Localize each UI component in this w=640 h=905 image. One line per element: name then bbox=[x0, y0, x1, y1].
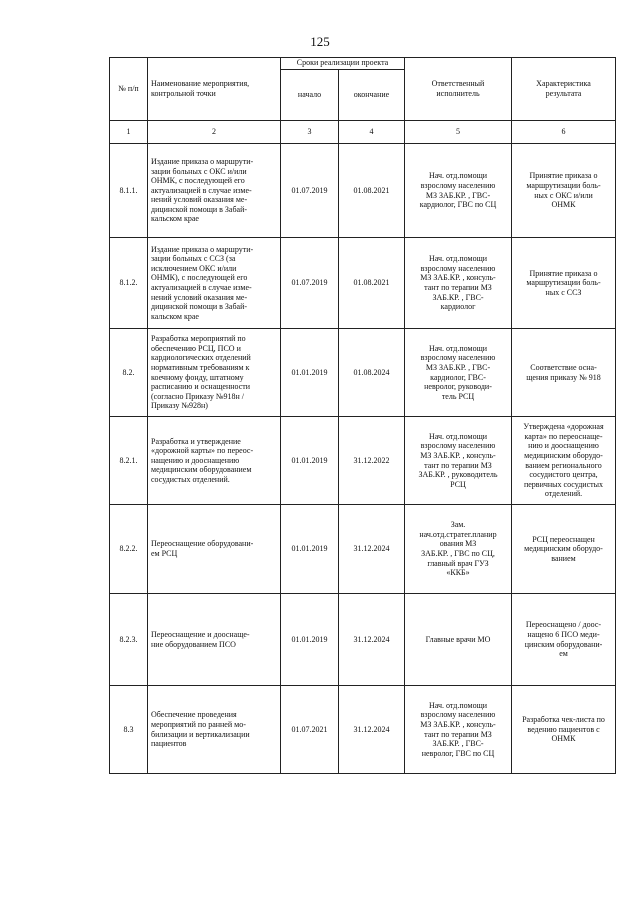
header-period: Сроки реализации проекта bbox=[281, 58, 405, 70]
row-start: 01.01.2019 bbox=[281, 594, 339, 686]
row-start: 01.01.2019 bbox=[281, 329, 339, 417]
row-end: 31.12.2024 bbox=[339, 505, 405, 594]
header-start: начало bbox=[281, 69, 339, 120]
table-row bbox=[110, 238, 616, 329]
row-result: Принятие приказа о маршрутизации боль- ных с ССЗ bbox=[512, 238, 616, 329]
table-row bbox=[110, 594, 616, 686]
column-number: 6 bbox=[512, 121, 616, 144]
row-result: Переоснащено / доос- нащено 6 ПСО меди- цинским оборудовани- ем bbox=[512, 594, 616, 686]
header-row-1 bbox=[110, 58, 616, 70]
row-num: 8.1.1. bbox=[110, 144, 148, 238]
row-num: 8.2. bbox=[110, 329, 148, 417]
row-responsible: Зам. нач.отд.стратег.планир ования МЗ ЗАБ.КР. , ГВС по СЦ, главный врач ГУЗ «ККБ» bbox=[405, 505, 512, 594]
header-end: окончание bbox=[339, 69, 405, 120]
column-number: 5 bbox=[405, 121, 512, 144]
row-result: Разработка чек-листа по ведению пациентов с ОНМК bbox=[512, 686, 616, 774]
row-responsible: Нач. отд.помощи взрослому населению МЗ ЗАБ.КР. , ГВС- кардиолог, ГВС- невролог, руководи- тель РСЦ bbox=[405, 329, 512, 417]
row-name: Обеспечение проведения мероприятий по ранней мо- билизации и вертикализации пациентов bbox=[148, 686, 281, 774]
row-responsible: Нач. отд.помощи взрослому населению МЗ ЗАБ.КР. , консуль- тант по терапии МЗ ЗАБ.КР. , руководитель РСЦ bbox=[405, 417, 512, 505]
plan-table bbox=[109, 57, 616, 774]
row-num: 8.1.2. bbox=[110, 238, 148, 329]
row-start: 01.01.2019 bbox=[281, 505, 339, 594]
header-name: Наименование мероприятия, контрольной точки bbox=[148, 58, 281, 121]
column-number: 2 bbox=[148, 121, 281, 144]
row-num: 8.3 bbox=[110, 686, 148, 774]
row-start: 01.07.2019 bbox=[281, 238, 339, 329]
row-name: Разработка мероприятий по обеспечению РСЦ, ПСО и кардиологических отделений нормативным требованиям к коечному фонду, штатному расписанию и оснащенности (согласно Приказу №918н / Приказу №928н) bbox=[148, 329, 281, 417]
row-name: Издание приказа о маршрути- зации больных с ОКС и/или ОНМК, с последующей его актуализацией в случае изме- нений условий оказания ме- дицинской помощи в Забай- кальском крае bbox=[148, 144, 281, 238]
row-end: 31.12.2022 bbox=[339, 417, 405, 505]
table-row bbox=[110, 686, 616, 774]
row-end: 01.08.2021 bbox=[339, 238, 405, 329]
row-responsible: Нач. отд.помощи взрослому населению МЗ ЗАБ.КР. , консуль- тант по терапии МЗ ЗАБ.КР. , ГВС- невролог, ГВС по СЦ bbox=[405, 686, 512, 774]
row-start: 01.07.2021 bbox=[281, 686, 339, 774]
table-row bbox=[110, 417, 616, 505]
row-end: 31.12.2024 bbox=[339, 686, 405, 774]
row-num: 8.2.3. bbox=[110, 594, 148, 686]
row-result: Утверждена «дорожная карта» по переоснаще- нию и дооснащению медицинским оборудо- ванием регионального сосудистого центра, первичных сосудистых отделений. bbox=[512, 417, 616, 505]
column-number: 4 bbox=[339, 121, 405, 144]
row-end: 01.08.2024 bbox=[339, 329, 405, 417]
row-result: Соответствие осна- щения приказу № 918 bbox=[512, 329, 616, 417]
row-name: Переоснащение оборудовани- ем РСЦ bbox=[148, 505, 281, 594]
row-result: Принятие приказа о маршрутизации боль- ных с ОКС и/или ОНМК bbox=[512, 144, 616, 238]
page-number: 125 bbox=[310, 34, 330, 49]
row-responsible: Главные врачи МО bbox=[405, 594, 512, 686]
column-number-row bbox=[110, 121, 616, 144]
row-start: 01.07.2019 bbox=[281, 144, 339, 238]
row-name: Переоснащение и дооснаще- ние оборудованием ПСО bbox=[148, 594, 281, 686]
header-responsible: Ответственный исполнитель bbox=[405, 58, 512, 121]
row-responsible: Нач. отд.помощи взрослому населению МЗ ЗАБ.КР. , ГВС- кардиолог, ГВС по СЦ bbox=[405, 144, 512, 238]
row-responsible: Нач. отд.помощи взрослому населению МЗ ЗАБ.КР. , консуль- тант по терапии МЗ ЗАБ.КР. , ГВС- кардиолог bbox=[405, 238, 512, 329]
row-end: 01.08.2021 bbox=[339, 144, 405, 238]
table-row bbox=[110, 329, 616, 417]
row-start: 01.01.2019 bbox=[281, 417, 339, 505]
row-result: РСЦ переоснащен медицинским оборудо- ванием bbox=[512, 505, 616, 594]
row-name: Издание приказа о маршрути- зации больных с ССЗ (за исключением ОКС и/или ОНМК), с последующей его актуализацией в случае изме- нений условий оказания ме- дицинской помощи в Забай- кальском крае bbox=[148, 238, 281, 329]
row-num: 8.2.2. bbox=[110, 505, 148, 594]
column-number: 3 bbox=[281, 121, 339, 144]
header-num: № п/п bbox=[110, 58, 148, 121]
row-num: 8.2.1. bbox=[110, 417, 148, 505]
table-row bbox=[110, 144, 616, 238]
header-result: Характеристика результата bbox=[512, 58, 616, 121]
row-end: 31.12.2024 bbox=[339, 594, 405, 686]
table-row bbox=[110, 505, 616, 594]
column-number: 1 bbox=[110, 121, 148, 144]
row-name: Разработка и утверждение «дорожной карты» по переос- нащению и дооснащению медицинским оборудованием сосудистых отделений. bbox=[148, 417, 281, 505]
